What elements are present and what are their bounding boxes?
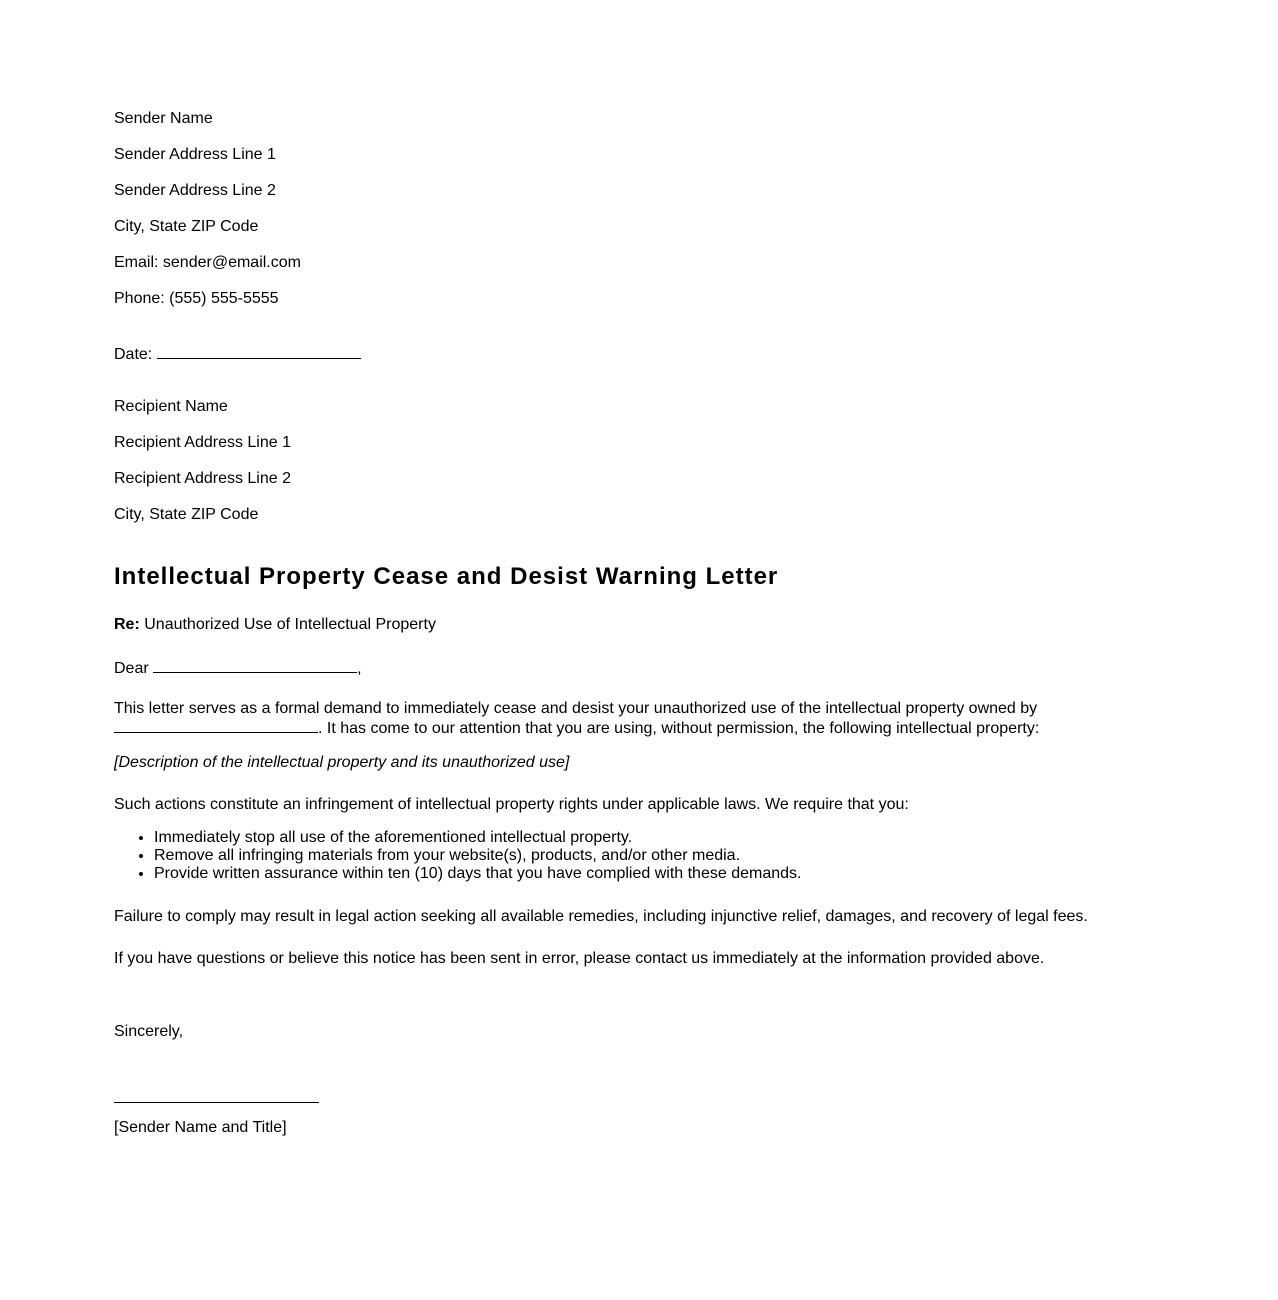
salutation [114, 658, 362, 678]
recipient-address-line-1: Recipient Address Line 1 [114, 434, 291, 451]
subject-line [114, 616, 436, 634]
salutation-suffix: , [357, 660, 362, 677]
consequence-paragraph: Failure to comply may result in legal action seeking all available remedies, including injunctive relief, damages, and recovery of legal fees. [114, 908, 1088, 925]
requirement-item: • Provide written assurance within ten (10) days that you have complied with these demands. [154, 865, 801, 883]
requirement-item: • Immediately stop all use of the aforementioned intellectual property. [154, 829, 801, 847]
owner-blank-field[interactable] [114, 718, 318, 733]
infringement-statement: Such actions constitute an infringement of intellectual property rights under applicable laws. We require that you: [114, 796, 909, 813]
recipient-address-line-2: Recipient Address Line 2 [114, 470, 291, 487]
sender-city-state-zip: City, State ZIP Code [114, 218, 259, 235]
contact-paragraph: If you have questions or believe this notice has been sent in error, please contact us immediately at the information provided above. [114, 950, 1045, 967]
sender-name: Sender Name [114, 110, 213, 127]
recipient-city-state-zip: City, State ZIP Code [114, 506, 259, 523]
recipient-blank-field[interactable] [153, 658, 357, 673]
recipient-name: Recipient Name [114, 398, 228, 415]
sender-address-line-2: Sender Address Line 2 [114, 182, 276, 199]
letter-title: Intellectual Property Cease and Desist Warning Letter [114, 563, 779, 590]
subject-label: Re: [114, 616, 140, 633]
valediction: Sincerely, [114, 1023, 184, 1040]
intro-text-part-1: This letter serves as a formal demand to immediately cease and desist your unauthorized use of the intellectual property owned by [114, 700, 1038, 717]
sender-email: Email: sender@email.com [114, 254, 301, 271]
signer-placeholder: [Sender Name and Title] [114, 1119, 287, 1136]
intro-text-part-2: . It has come to our attention that you are using, without permission, the following intellectual property: [318, 720, 1040, 737]
subject-text: Unauthorized Use of Intellectual Property [144, 616, 436, 633]
sender-address-line-1: Sender Address Line 1 [114, 146, 276, 163]
intro-paragraph [114, 700, 1054, 738]
date-label: Date: [114, 346, 153, 363]
salutation-prefix: Dear [114, 660, 149, 677]
description-placeholder: [Description of the intellectual property and its unauthorized use] [114, 754, 570, 771]
signature-line[interactable] [114, 1102, 319, 1103]
requirements-list [114, 829, 801, 883]
date-line [114, 344, 361, 364]
sender-phone: Phone: (555) 555-5555 [114, 290, 279, 307]
date-blank-field[interactable] [157, 344, 361, 359]
requirement-item: • Remove all infringing materials from your website(s), products, and/or other media. [154, 847, 801, 865]
